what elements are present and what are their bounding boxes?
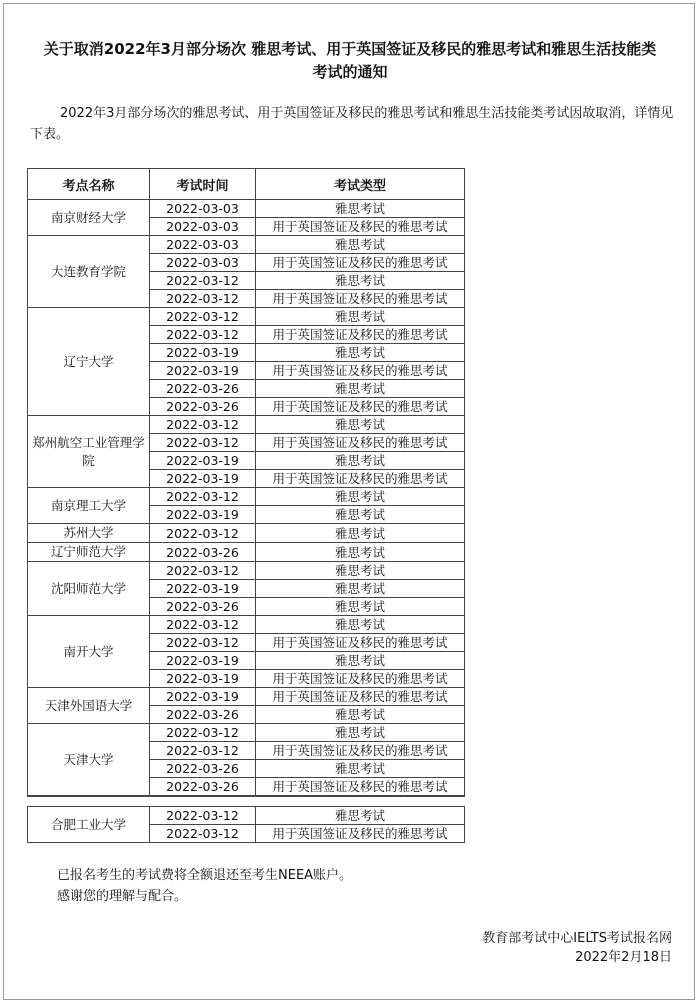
exam-date-cell: 2022-03-12 (150, 308, 256, 326)
table-row (28, 416, 465, 434)
table-row (28, 236, 465, 254)
exam-type-cell: 雅思考试 (256, 562, 465, 580)
exam-type-cell: 雅思考试 (256, 580, 465, 598)
exam-type-cell: 雅思考试 (256, 616, 465, 634)
exam-type-cell: 雅思考试 (256, 488, 465, 506)
exam-date-cell: 2022-03-19 (150, 670, 256, 688)
exam-date-cell: 2022-03-12 (150, 326, 256, 344)
exam-type-cell: 用于英国签证及移民的雅思考试 (256, 290, 465, 308)
exam-center-cell: 沈阳师范大学 (28, 562, 150, 616)
exam-date-cell: 2022-03-19 (150, 580, 256, 598)
exam-date-cell: 2022-03-26 (150, 598, 256, 616)
exam-type-cell: 用于英国签证及移民的雅思考试 (256, 218, 465, 236)
exam-type-cell: 雅思考试 (256, 236, 465, 254)
exam-date-cell: 2022-03-26 (150, 380, 256, 398)
exam-type-cell: 雅思考试 (256, 308, 465, 326)
exam-type-cell: 雅思考试 (256, 652, 465, 670)
exam-date-cell: 2022-03-12 (150, 562, 256, 580)
exam-type-cell: 用于英国签证及移民的雅思考试 (256, 688, 465, 706)
exam-center-cell: 天津外国语大学 (28, 688, 150, 724)
exam-date-cell: 2022-03-12 (150, 290, 256, 308)
exam-type-cell: 雅思考试 (256, 807, 465, 825)
exam-date-cell: 2022-03-19 (150, 652, 256, 670)
table-row (28, 524, 465, 543)
exam-date-cell: 2022-03-26 (150, 760, 256, 778)
exam-date-cell: 2022-03-12 (150, 524, 256, 543)
exam-date-cell: 2022-03-19 (150, 688, 256, 706)
exam-type-cell: 用于英国签证及移民的雅思考试 (256, 398, 465, 416)
exam-center-cell: 辽宁大学 (28, 308, 150, 416)
notice-title-line2: 考试的通知 (312, 63, 388, 81)
table-row (28, 807, 465, 825)
table-row (28, 308, 465, 326)
exam-type-cell: 雅思考试 (256, 598, 465, 616)
exam-date-cell: 2022-03-19 (150, 506, 256, 524)
exam-date-cell: 2022-03-26 (150, 543, 256, 562)
exam-date-cell: 2022-03-03 (150, 236, 256, 254)
exam-date-cell: 2022-03-26 (150, 398, 256, 416)
exam-type-cell: 雅思考试 (256, 724, 465, 742)
issue-date: 2022年2月18日 (575, 950, 672, 965)
exam-type-cell: 雅思考试 (256, 506, 465, 524)
header-type: 考试类型 (256, 169, 465, 200)
exam-date-cell: 2022-03-12 (150, 724, 256, 742)
exam-date-cell: 2022-03-19 (150, 344, 256, 362)
exam-center-cell: 大连教育学院 (28, 236, 150, 308)
exam-type-cell: 雅思考试 (256, 272, 465, 290)
intro-paragraph: 2022年3月部分场次的雅思考试、用于英国签证及移民的雅思考试和雅思生活技能类考试因故取消，详情见下表。 (30, 106, 674, 142)
exam-type-cell: 用于英国签证及移民的雅思考试 (256, 434, 465, 452)
table-gap-cell (28, 796, 465, 807)
table-header-row (28, 169, 465, 200)
exam-type-cell: 雅思考试 (256, 543, 465, 562)
exam-type-cell: 雅思考试 (256, 760, 465, 778)
table-row (28, 724, 465, 742)
exam-type-cell: 雅思考试 (256, 452, 465, 470)
exam-type-cell: 用于英国签证及移民的雅思考试 (256, 326, 465, 344)
exam-type-cell: 雅思考试 (256, 380, 465, 398)
exam-date-cell: 2022-03-03 (150, 218, 256, 236)
notice-title (20, 38, 680, 84)
exam-type-cell: 用于英国签证及移民的雅思考试 (256, 254, 465, 272)
header-date: 考试时间 (150, 169, 256, 200)
exam-date-cell: 2022-03-19 (150, 452, 256, 470)
exam-date-cell: 2022-03-26 (150, 706, 256, 724)
exam-type-cell: 用于英国签证及移民的雅思考试 (256, 825, 465, 843)
exam-date-cell: 2022-03-12 (150, 434, 256, 452)
table-row (28, 562, 465, 580)
exam-date-cell: 2022-03-19 (150, 362, 256, 380)
exam-date-cell: 2022-03-12 (150, 272, 256, 290)
exam-type-cell: 用于英国签证及移民的雅思考试 (256, 670, 465, 688)
exam-type-cell: 雅思考试 (256, 706, 465, 724)
cancelled-exams-table (27, 168, 465, 843)
table-gap-row (28, 796, 465, 807)
exam-type-cell: 雅思考试 (256, 416, 465, 434)
thanks-note: 感谢您的理解与配合。 (57, 889, 188, 904)
exam-type-cell: 雅思考试 (256, 344, 465, 362)
table-row (28, 200, 465, 218)
exam-date-cell: 2022-03-26 (150, 778, 256, 797)
exam-date-cell: 2022-03-03 (150, 200, 256, 218)
exam-center-cell: 南京财经大学 (28, 200, 150, 236)
exam-date-cell: 2022-03-12 (150, 825, 256, 843)
exam-center-cell: 南开大学 (28, 616, 150, 688)
table-row (28, 488, 465, 506)
exam-date-cell: 2022-03-12 (150, 634, 256, 652)
table-body (28, 200, 465, 843)
exam-date-cell: 2022-03-19 (150, 470, 256, 488)
exam-center-cell: 郑州航空工业管理学院 (28, 416, 150, 488)
exam-type-cell: 雅思考试 (256, 524, 465, 543)
exam-center-cell: 合肥工业大学 (28, 807, 150, 843)
table-row (28, 688, 465, 706)
exam-center-cell: 辽宁师范大学 (28, 543, 150, 562)
exam-type-cell: 用于英国签证及移民的雅思考试 (256, 362, 465, 380)
header-center: 考点名称 (28, 169, 150, 200)
exam-date-cell: 2022-03-12 (150, 807, 256, 825)
exam-date-cell: 2022-03-03 (150, 254, 256, 272)
table-row (28, 616, 465, 634)
exam-type-cell: 用于英国签证及移民的雅思考试 (256, 634, 465, 652)
table-row (28, 543, 465, 562)
exam-date-cell: 2022-03-12 (150, 488, 256, 506)
exam-date-cell: 2022-03-12 (150, 742, 256, 760)
exam-center-cell: 苏州大学 (28, 524, 150, 543)
exam-date-cell: 2022-03-12 (150, 416, 256, 434)
exam-type-cell: 用于英国签证及移民的雅思考试 (256, 470, 465, 488)
refund-note: 已报名考生的考试费将全额退还至考生NEEA账户。 (57, 868, 353, 883)
notice-title-line1: 关于取消2022年3月部分场次 雅思考试、用于英国签证及移民的雅思考试和雅思生活技能类 (43, 40, 657, 58)
exam-center-cell: 南京理工大学 (28, 488, 150, 524)
exam-type-cell: 雅思考试 (256, 200, 465, 218)
exam-type-cell: 用于英国签证及移民的雅思考试 (256, 778, 465, 797)
issuing-organization: 教育部考试中心IELTS考试报名网 (482, 931, 672, 946)
exam-center-cell: 天津大学 (28, 724, 150, 797)
exam-type-cell: 用于英国签证及移民的雅思考试 (256, 742, 465, 760)
exam-date-cell: 2022-03-12 (150, 616, 256, 634)
